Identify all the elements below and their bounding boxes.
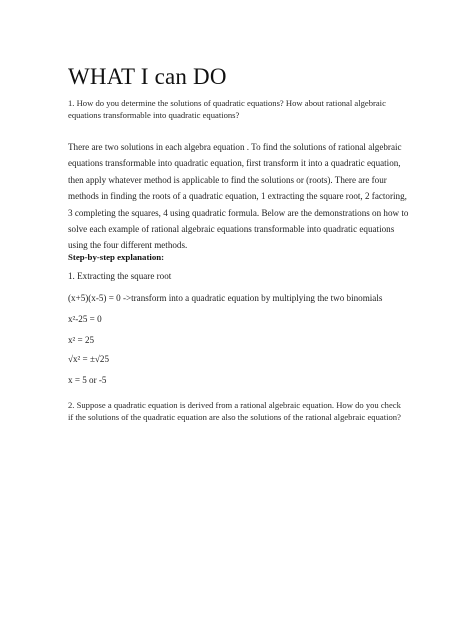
explanation-heading: Step-by-step explanation: xyxy=(68,252,165,262)
step-line: x = 5 or -5 xyxy=(68,375,107,385)
step-line: x²-25 = 0 xyxy=(68,314,102,324)
step-line: √x² = ±√25 xyxy=(68,354,110,364)
answer-paragraph: There are two solutions in each algebra equation . To find the solutions of rational algebraic equations transformable into quadratic equation, first transform it into a quadratic equation, then apply whatever method is applicable to find the solutions or (roots). There are four methods in finding the roots of a quadratic equation, 1 extracting the square root, 2 factoring, 3 completing the squares, 4 using quadratic formula. Below are the demonstrations on how to solve each example of rational algebraic equations transformable into quadratic equations using the four different methods. xyxy=(68,142,409,251)
step-method-heading: 1. Extracting the square root xyxy=(68,271,172,281)
question-2: 2. Suppose a quadratic equation is derived from a rational algebraic equation. How do you check if the solutions of the quadratic equation are also the solutions of the rational algebraic equation? xyxy=(68,400,401,422)
step-line: (x+5)(x-5) = 0 ->transform into a quadratic equation by multiplying the two binomials xyxy=(68,293,383,303)
page-title: WHAT I can DO xyxy=(68,64,227,89)
step-line: x² = 25 xyxy=(68,335,95,345)
question-1: 1. How do you determine the solutions of quadratic equations? How about rational algebraic equations transformable into quadratic equations? xyxy=(68,98,386,120)
